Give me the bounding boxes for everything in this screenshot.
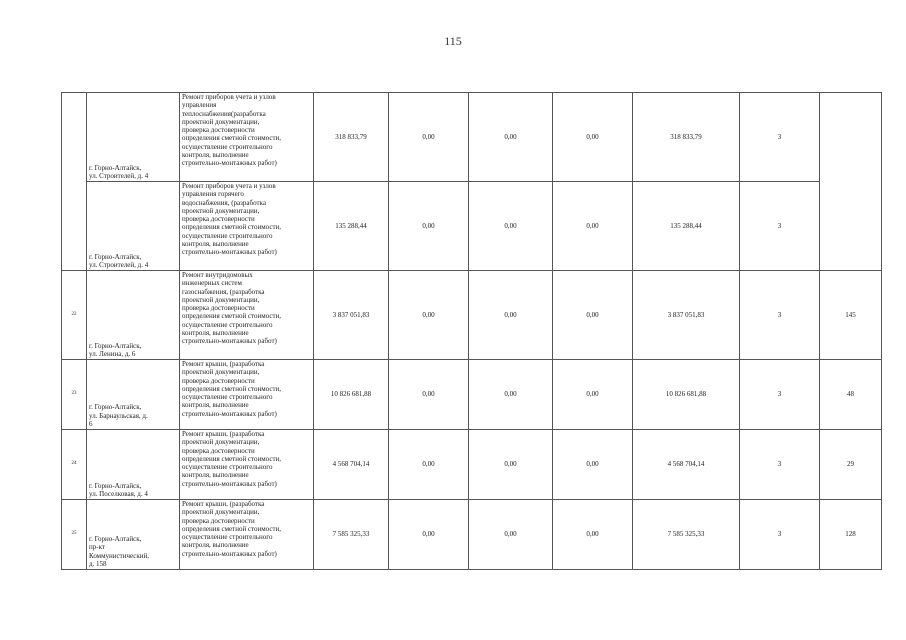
fund-cost-cell: 7 585 325,33 bbox=[633, 500, 740, 570]
value-cell: 3 bbox=[740, 271, 820, 360]
row-number-cell bbox=[62, 93, 87, 271]
work-description-cell: Ремонт внутридомовых инженерных систем газоснабжения, (разработка проектной документации, проверка достоверности определения сметной стоимости, осуществление строительного контроля, выполнение строительно-монтажных работ) bbox=[180, 271, 314, 360]
address-cell: г. Горно-Алтайск, ул. Строителей, д. 4 bbox=[87, 182, 180, 271]
value-cell: 0,00 bbox=[469, 93, 553, 182]
value-cell: 0,00 bbox=[389, 93, 469, 182]
value-cell: 3 bbox=[740, 93, 820, 182]
value-cell: 3 bbox=[740, 500, 820, 570]
table-row bbox=[62, 182, 882, 271]
value-cell: 0,00 bbox=[469, 182, 553, 271]
value-cell: 3 bbox=[740, 182, 820, 271]
fund-cost-cell: 135 288,44 bbox=[633, 182, 740, 271]
address-cell: г. Горно-Алтайск, ул. Поселковая, д. 4 bbox=[87, 430, 180, 500]
value-cell: 0,00 bbox=[553, 500, 633, 570]
value-cell: 0,00 bbox=[389, 360, 469, 430]
fund-cost-cell: 3 837 051,83 bbox=[633, 271, 740, 360]
total-cost-cell: 10 826 681,88 bbox=[314, 360, 389, 430]
fund-cost-cell: 10 826 681,88 bbox=[633, 360, 740, 430]
table-row bbox=[62, 500, 882, 570]
address-cell: г. Горно-Алтайск, ул. Барнаульская, д. 6 bbox=[87, 360, 180, 430]
value-cell: 0,00 bbox=[553, 93, 633, 182]
value-cell: 48 bbox=[820, 360, 882, 430]
value-cell: 0,00 bbox=[469, 271, 553, 360]
fund-cost-cell: 318 833,79 bbox=[633, 93, 740, 182]
value-cell: 29 bbox=[820, 430, 882, 500]
row-number-cell: 25 bbox=[62, 500, 87, 570]
work-description-cell: Ремонт крыши, (разработка проектной документации, проверка достоверности определения сметной стоимости, осуществление строительного контроля, выполнение строительно-монтажных работ) bbox=[180, 360, 314, 430]
value-cell: 0,00 bbox=[553, 360, 633, 430]
table-row bbox=[62, 360, 882, 430]
value-cell: 0,00 bbox=[553, 271, 633, 360]
total-cost-cell: 135 288,44 bbox=[314, 182, 389, 271]
value-cell: 0,00 bbox=[389, 500, 469, 570]
value-cell: 0,00 bbox=[389, 271, 469, 360]
value-cell: 3 bbox=[740, 430, 820, 500]
value-cell: 145 bbox=[820, 271, 882, 360]
fund-cost-cell: 4 568 704,14 bbox=[633, 430, 740, 500]
total-cost-cell: 4 568 704,14 bbox=[314, 430, 389, 500]
row-number-cell: 23 bbox=[62, 360, 87, 430]
work-description-cell: Ремонт приборов учета и узлов управления теплоснабжения(разработка проектной документации, проверка достоверности определения сметной стоимости, осуществление строительного контроля, выполнение строительно-монтажных работ) bbox=[180, 93, 314, 182]
value-cell: 0,00 bbox=[469, 430, 553, 500]
value-cell: 128 bbox=[820, 500, 882, 570]
work-description-cell: Ремонт крыши, (разработка проектной документации, проверка достоверности определения сметной стоимости, осуществление строительного контроля, выполнение строительно-монтажных работ) bbox=[180, 500, 314, 570]
value-cell: 0,00 bbox=[553, 430, 633, 500]
address-cell: г. Горно-Алтайск, ул. Ленина, д. 6 bbox=[87, 271, 180, 360]
value-cell bbox=[820, 93, 882, 271]
value-cell: 0,00 bbox=[389, 182, 469, 271]
total-cost-cell: 318 833,79 bbox=[314, 93, 389, 182]
value-cell: 3 bbox=[740, 360, 820, 430]
address-cell: г. Горно-Алтайск, ул. Строителей, д. 4 bbox=[87, 93, 180, 182]
row-number-cell: 24 bbox=[62, 430, 87, 500]
value-cell: 0,00 bbox=[469, 360, 553, 430]
total-cost-cell: 3 837 051,83 bbox=[314, 271, 389, 360]
total-cost-cell: 7 585 325,33 bbox=[314, 500, 389, 570]
address-cell: г. Горно-Алтайск, пр-кт Коммунистический, д. 158 bbox=[87, 500, 180, 570]
page-number: 115 bbox=[444, 34, 462, 48]
works-table bbox=[61, 92, 882, 570]
table-row bbox=[62, 93, 882, 182]
value-cell: 0,00 bbox=[389, 430, 469, 500]
row-number-cell: 22 bbox=[62, 271, 87, 360]
work-description-cell: Ремонт крыши, (разработка проектной документации, проверка достоверности определения сметной стоимости, осуществление строительного контроля, выполнение строительно-монтажных работ) bbox=[180, 430, 314, 500]
table-row bbox=[62, 430, 882, 500]
value-cell: 0,00 bbox=[469, 500, 553, 570]
work-description-cell: Ремонт приборов учета и узлов управления горячего водоснабжения, (разработка проектной документации, проверка достоверности определения сметной стоимости, осуществление строительного контроля, выполнение строительно-монтажных работ) bbox=[180, 182, 314, 271]
value-cell: 0,00 bbox=[553, 182, 633, 271]
table-row bbox=[62, 271, 882, 360]
